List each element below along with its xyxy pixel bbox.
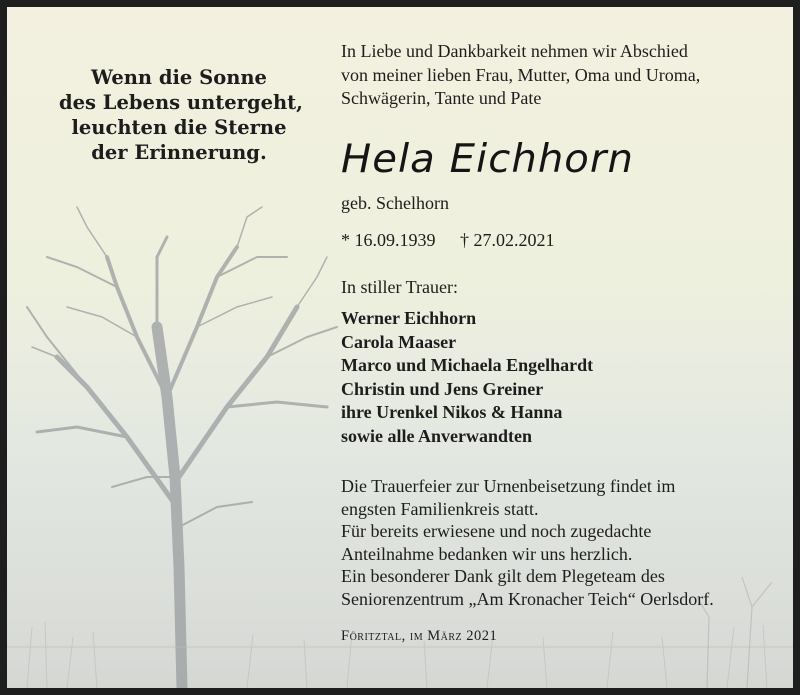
intro-line: von meiner lieben Frau, Mutter, Oma und Uroma, xyxy=(341,64,701,85)
birth-date: * 16.09.1939 xyxy=(341,230,436,250)
place-and-date: Föritztal, im März 2021 xyxy=(341,628,498,644)
birth-name: geb. Schelhorn xyxy=(341,193,449,213)
closing-line: Ein besonderer Dank gilt dem Plegeteam des xyxy=(341,566,665,586)
quote-line: leuchten die Sterne xyxy=(71,116,287,139)
intro-line: In Liebe und Dankbarkeit nehmen wir Abschied xyxy=(341,41,688,61)
closing-text xyxy=(341,475,714,610)
memorial-quote xyxy=(59,65,303,165)
mourner-name: ihre Urenkel Nikos & Hanna xyxy=(341,402,563,422)
death-date: † 27.02.2021 xyxy=(460,230,555,250)
closing-line: engsten Familienkreis statt. xyxy=(341,498,539,519)
quote-line: der Erinnerung. xyxy=(91,141,267,164)
farewell-intro xyxy=(341,40,700,111)
mourning-label: In stiller Trauer: xyxy=(341,277,458,297)
mourners-list xyxy=(341,307,593,448)
mourner-name: Werner Eichhorn xyxy=(341,308,477,328)
deceased-name: Hela Eichhorn xyxy=(341,137,634,182)
mourner-name: Christin und Jens Greiner xyxy=(341,378,544,399)
intro-line: Schwägerin, Tante und Pate xyxy=(341,88,542,108)
closing-line: Seniorenzentrum „Am Kronacher Teich“ Oerlsdorf. xyxy=(341,588,714,609)
mourner-name: Carola Maaser xyxy=(341,331,457,352)
mourner-name: sowie alle Anverwandten xyxy=(341,425,532,446)
closing-line: Die Trauerfeier zur Urnenbeisetzung findet im xyxy=(341,476,676,496)
closing-line: Anteilnahme bedanken wir uns herzlich. xyxy=(341,543,633,564)
life-dates xyxy=(341,230,555,251)
quote-line: Wenn die Sonne xyxy=(91,66,267,89)
closing-line: Für bereits erwiesene und noch zugedachte xyxy=(341,521,652,541)
quote-line: des Lebens untergeht, xyxy=(59,91,303,114)
mourner-name: Marco und Michaela Engelhardt xyxy=(341,355,594,375)
